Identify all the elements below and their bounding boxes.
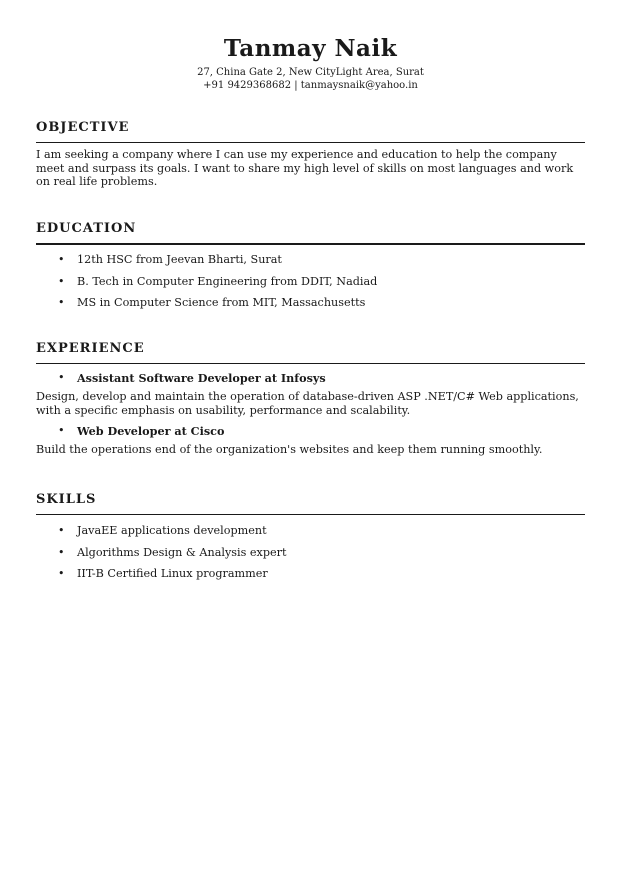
resume-header xyxy=(36,0,585,92)
address-line: 27, China Gate 2, New CityLight Area, Surat xyxy=(197,67,424,78)
job-description: Build the operations end of the organization's websites and keep them running smoothly. xyxy=(36,443,543,456)
candidate-name: Tanmay Naik xyxy=(223,35,398,62)
bullet-icon: • xyxy=(58,274,65,288)
bullet-icon: • xyxy=(58,253,65,266)
job-title: • Assistant Software Developer at Infosys xyxy=(58,371,326,385)
list-item: • MS in Computer Science from MIT, Massachusetts xyxy=(58,296,366,309)
objective-section xyxy=(36,120,585,189)
objective-heading: OBJECTIVE xyxy=(36,120,130,135)
list-item: • 12th HSC from Jeevan Bharti, Surat xyxy=(58,253,282,266)
skills-heading: SKILLS xyxy=(36,492,97,507)
bullet-icon: • xyxy=(58,296,65,309)
list-item: • IIT-B Certified Linux programmer xyxy=(58,567,268,580)
bullet-icon: • xyxy=(58,545,65,559)
experience-section xyxy=(36,341,585,457)
list-item: • JavaEE applications development xyxy=(58,524,267,537)
skills-section xyxy=(36,492,585,589)
list-item: • B. Tech in Computer Engineering from DDIT, Nadiad xyxy=(58,274,378,288)
job-description: Design, develop and maintain the operation of database-driven ASP .NET/C# Web applications, with a specific emphasis on usability, performance and scalability. xyxy=(36,390,579,417)
bullet-icon: • xyxy=(58,524,65,537)
objective-divider xyxy=(36,142,585,143)
education-heading: EDUCATION xyxy=(36,221,137,236)
resume-page xyxy=(36,0,585,580)
phone-email-line: +91 9429368682 | tanmaysnaik@yahoo.in xyxy=(203,80,418,91)
experience-heading: EXPERIENCE xyxy=(36,341,145,356)
experience-divider xyxy=(36,363,585,364)
objective-text: I am seeking a company where I can use my experience and education to help the company meet and surpass its goals. I want to share my high level of skills on most languages and work on real life problems. xyxy=(36,148,574,188)
education-section xyxy=(36,221,585,318)
bullet-icon: • xyxy=(58,371,65,384)
skills-list xyxy=(36,524,585,581)
bullet-icon: • xyxy=(58,567,65,580)
skills-divider xyxy=(36,514,585,515)
education-list xyxy=(36,253,585,310)
list-item: • Algorithms Design & Analysis expert xyxy=(58,545,287,559)
education-divider xyxy=(36,243,585,245)
bullet-icon: • xyxy=(58,424,65,437)
job-title: • Web Developer at Cisco xyxy=(58,424,225,438)
